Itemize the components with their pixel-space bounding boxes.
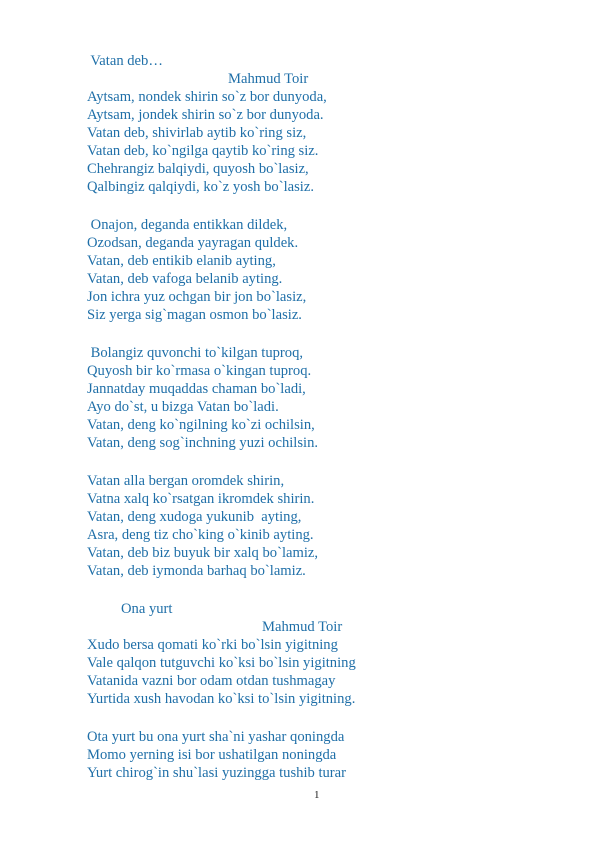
poem-line: Vatan, deng sog`inchning yuzi ochilsin. (87, 435, 319, 451)
poem-title: Ona yurt (121, 601, 173, 617)
page-number: 1 (314, 789, 320, 801)
poem-line: Xudo bersa qomati ko`rki bo`lsin yigitning (87, 637, 338, 653)
poem-line: Onajon, deganda entikkan dildek, (87, 217, 288, 233)
poem-line: Vatan, deng xudoga yukunib ayting, (87, 509, 302, 525)
poem-line: Vatan deb, shivirlab aytib ko`ring siz, (87, 125, 307, 141)
poem-line: Ozodsan, deganda yayragan quldek. (87, 235, 299, 251)
poem-line: Vatan alla bergan oromdek shirin, (87, 473, 285, 489)
poem-line: Vatanida vazni bor odam otdan tushmagay (87, 673, 336, 689)
poem-line: Vatan, deb biz buyuk bir xalq bo`lamiz, (87, 545, 319, 561)
poem-line: Yurt chirog`in shu`lasi yuzingga tushib turar (87, 765, 346, 781)
poem-line: Qalbingiz qalqiydi, ko`z yosh bo`lasiz. (87, 179, 314, 195)
poem-line: Vatan, deng ko`ngilning ko`zi ochilsin, (87, 417, 315, 433)
poem-line: Vatan, deb entikib elanib ayting, (87, 253, 276, 269)
poem-line: Yurtida xush havodan ko`ksi to`lsin yigitning. (87, 691, 356, 707)
poem-line: Siz yerga sig`magan osmon bo`lasiz. (87, 307, 302, 323)
poem-line: Jannatday muqaddas chaman bo`ladi, (87, 381, 306, 397)
poem-line: Vatan, deb vafoga belanib ayting. (87, 271, 283, 287)
poem-line: Vatna xalq ko`rsatgan ikromdek shirin. (87, 491, 315, 507)
poem-line: Chehrangiz balqiydi, quyosh bo`lasiz, (87, 161, 309, 177)
poem-line: Vatan deb, ko`ngilga qaytib ko`ring siz. (87, 143, 319, 159)
poem-line: Momo yerning isi bor ushatilgan noningda (87, 747, 337, 763)
poem-line: Ayo do`st, u bizga Vatan bo`ladi. (87, 399, 279, 415)
poem-title: Vatan deb… (87, 53, 163, 69)
poem-line: Vatan, deb iymonda barhaq bo`lamiz. (87, 563, 306, 579)
poem-line: Vale qalqon tutguvchi ko`ksi bo`lsin yigitning (87, 655, 356, 671)
poem-line: Bolangiz quvonchi to`kilgan tuproq, (87, 345, 304, 361)
poem-author: Mahmud Toir (262, 619, 343, 635)
poem-line: Aytsam, nondek shirin so`z bor dunyoda, (87, 89, 327, 105)
poem-line: Jon ichra yuz ochgan bir jon bo`lasiz, (87, 289, 307, 305)
poem-line: Quyosh bir ko`rmasa o`kingan tuproq. (87, 363, 312, 379)
poem-line: Asra, deng tiz cho`king o`kinib ayting. (87, 527, 314, 543)
poem-author: Mahmud Toir (228, 71, 309, 87)
poem-line: Aytsam, jondek shirin so`z bor dunyoda. (87, 107, 324, 123)
poem-line: Ota yurt bu ona yurt sha`ni yashar qoningda (87, 729, 345, 745)
